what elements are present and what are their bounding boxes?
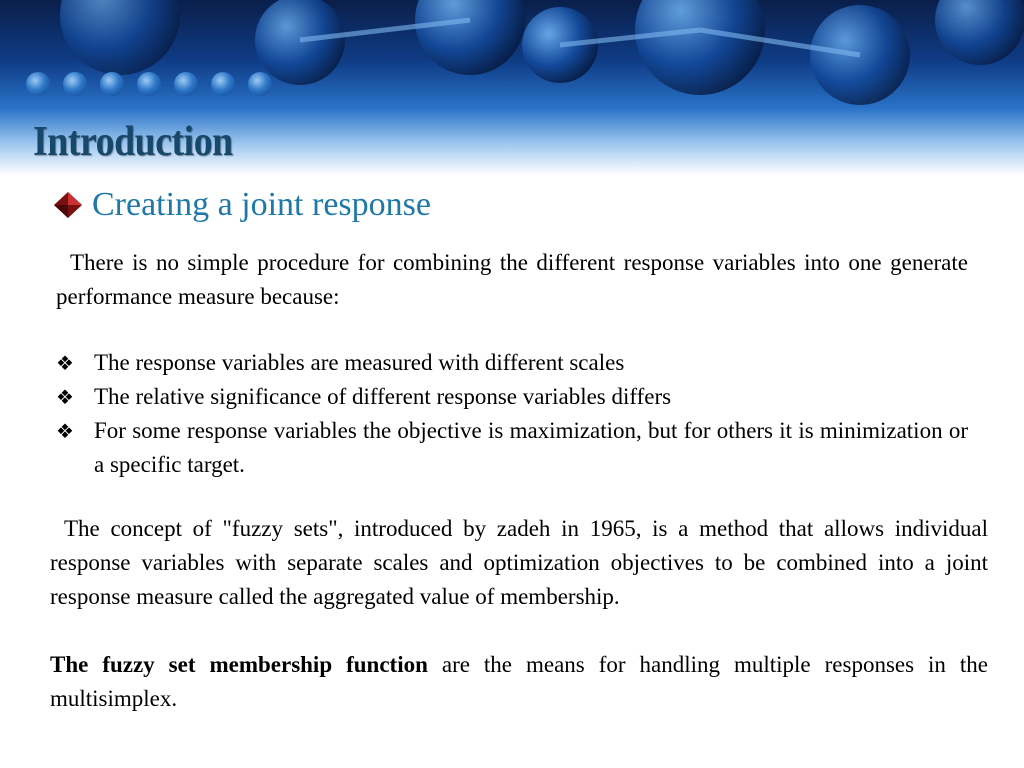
list-item bbox=[56, 380, 968, 414]
membership-rest-text: are the means for handling multiple responses in the multisimplex. bbox=[50, 652, 988, 711]
intro-paragraph: There is no simple procedure for combining the different response variables into one generate performance measure because: bbox=[56, 250, 968, 309]
decorative-dot bbox=[211, 72, 235, 96]
decorative-dots bbox=[26, 72, 272, 96]
red-diamond-bullet-icon bbox=[52, 190, 84, 220]
list-item bbox=[56, 414, 968, 482]
list-item bbox=[56, 346, 968, 380]
decorative-dot bbox=[26, 72, 50, 96]
diamond-bullet-icon: ❖ bbox=[56, 385, 74, 409]
membership-bold-text: The fuzzy set membership function bbox=[50, 652, 428, 677]
subtitle-row bbox=[52, 186, 431, 224]
fuzzy-sets-paragraph: The concept of "fuzzy sets", introduced by zadeh in 1965, is a method that allows individual response variables with separate scales and optimization objectives to be combined into a joint response measure called the aggregated value of membership. bbox=[50, 516, 988, 609]
list-item-text: For some response variables the objective is maximization, but for others it is minimization or a specific target. bbox=[94, 418, 968, 477]
decorative-dot bbox=[63, 72, 87, 96]
decorative-dot bbox=[100, 72, 124, 96]
decorative-dot bbox=[137, 72, 161, 96]
diamond-bullet-icon: ❖ bbox=[56, 351, 74, 375]
slide-title: Introduction bbox=[33, 119, 233, 165]
list-item-text: The relative significance of different response variables differs bbox=[94, 384, 672, 409]
reasons-list bbox=[56, 346, 968, 482]
membership-paragraph bbox=[50, 648, 988, 716]
decorative-dot bbox=[174, 72, 198, 96]
diamond-bullet-icon: ❖ bbox=[56, 419, 74, 443]
decorative-dot bbox=[248, 72, 272, 96]
list-item-text: The response variables are measured with different scales bbox=[94, 350, 625, 375]
slide-subtitle: Creating a joint response bbox=[92, 186, 431, 223]
